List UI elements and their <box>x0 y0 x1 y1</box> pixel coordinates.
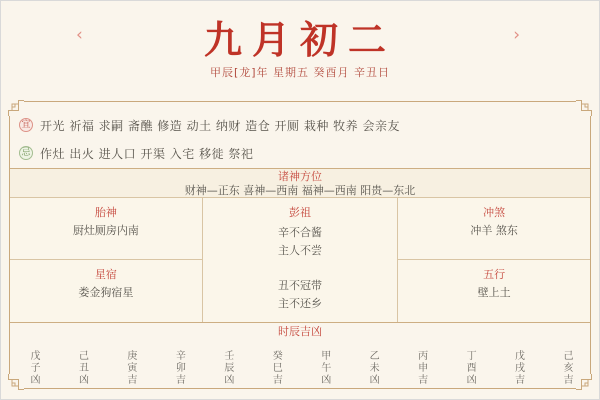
prev-day-chevron-icon[interactable]: ‹ <box>76 25 83 45</box>
wuxing-cell <box>397 260 590 322</box>
hour-cell: 戊戌吉 <box>512 350 524 386</box>
xingxiu-header: 星宿 <box>94 268 117 281</box>
content-frame <box>9 101 591 389</box>
hour-cell: 乙未凶 <box>367 350 379 386</box>
hour-cell: 庚寅吉 <box>124 350 136 386</box>
pengzu-cell <box>203 198 398 322</box>
avoid-icon: 忌 <box>19 146 33 160</box>
suitable-activities: 开光 祈福 求嗣 斋醮 修造 动土 纳财 造仓 开厕 栽种 牧养 会亲友 <box>40 118 400 133</box>
hour-cell: 甲午凶 <box>318 350 330 386</box>
corner-ornament-top-left-icon <box>8 100 24 116</box>
chongsha-cell <box>397 198 590 260</box>
gods-direction-value: 财神—正东 喜神—西南 福神—西南 阳贵—东北 <box>184 184 416 197</box>
pengzu-line: 主不还乡 <box>277 297 322 310</box>
pengzu-line: 丑不冠带 <box>277 279 322 292</box>
corner-ornament-top-right-icon <box>576 100 592 116</box>
wuxing-value: 壁上土 <box>477 286 511 299</box>
almanac-table <box>10 168 590 323</box>
suitable-row <box>19 117 581 133</box>
hour-cell: 癸巳吉 <box>270 350 282 386</box>
xingxiu-value: 娄金狗宿星 <box>78 286 134 299</box>
taishen-header: 胎神 <box>94 206 117 219</box>
hour-cell: 辛卯吉 <box>173 350 185 386</box>
gods-direction-header: 诸神方位 <box>278 170 322 183</box>
next-day-chevron-icon[interactable]: › <box>513 25 520 45</box>
page-title: 九月初二 <box>203 17 396 62</box>
hour-cell: 丁酉凶 <box>464 350 476 386</box>
avoid-row <box>19 145 581 161</box>
table-grid <box>10 198 590 322</box>
hour-cell: 丙申吉 <box>415 350 427 386</box>
avoid-activities: 作灶 出火 进人口 开渠 入宅 移徙 祭祀 <box>40 146 254 161</box>
pengzu-header: 彭祖 <box>288 206 311 219</box>
pengzu-line: 辛不合酱 <box>277 226 322 239</box>
gods-direction-cell <box>10 169 590 198</box>
hour-cell: 戊子凶 <box>28 350 39 386</box>
hours-section <box>10 322 590 388</box>
hour-cell: 壬辰凶 <box>221 350 233 386</box>
hour-cell: 己亥吉 <box>560 350 572 386</box>
chongsha-value: 冲羊 煞东 <box>470 224 518 237</box>
hours-header: 时辰吉凶 <box>278 325 322 338</box>
xingxiu-cell <box>10 260 203 322</box>
chongsha-header: 冲煞 <box>483 206 506 219</box>
hour-cell: 己丑凶 <box>76 350 88 386</box>
hours-row <box>10 343 590 393</box>
taishen-value: 厨灶厕房内南 <box>72 224 139 237</box>
suitable-icon: 宜 <box>19 118 33 132</box>
date-subtitle: 甲辰[龙]年 星期五 癸酉月 辛丑日 <box>209 66 391 79</box>
wuxing-header: 五行 <box>483 268 506 281</box>
pengzu-line: 主人不尝 <box>277 244 322 257</box>
taishen-cell <box>10 198 203 260</box>
